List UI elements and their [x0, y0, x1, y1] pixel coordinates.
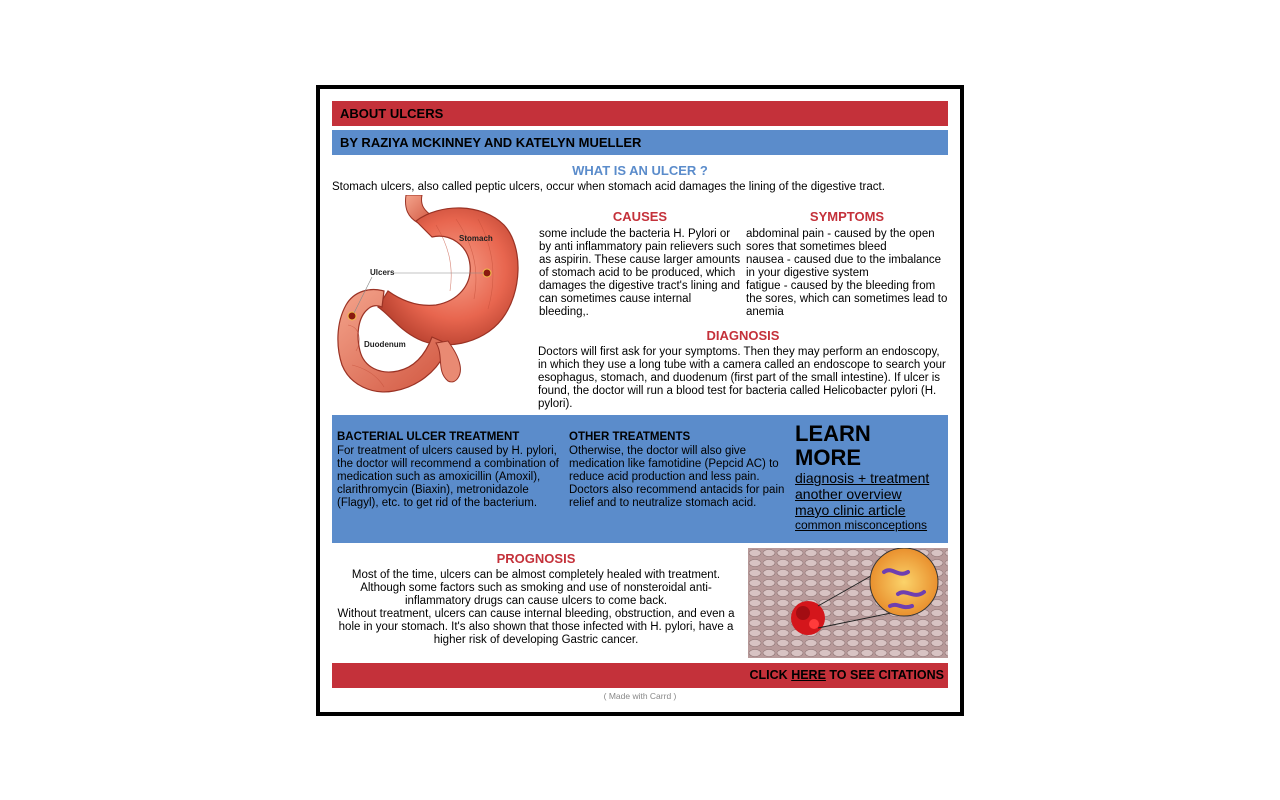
- bacterial-treatment-section: [337, 431, 565, 510]
- ulcer-crater: [791, 601, 825, 635]
- what-is-ulcer-text: Stomach ulcers, also called peptic ulcers, occur when stomach acid damages the lining of the digestive tract.: [332, 181, 885, 193]
- what-is-ulcer-heading: WHAT IS AN ULCER ?: [572, 163, 708, 178]
- h-pylori-ulcer-illustration: [748, 548, 948, 658]
- symptom-item: fatigue - caused by the bleeding from the sores, which can sometimes lead to anemia: [746, 280, 948, 318]
- bacterial-treatment-text: For treatment of ulcers caused by H. pylori, the doctor will recommend a combination of medication such as amoxicillin (Amoxil), clarithromycin (Biaxin), metronidazole (Flagyl), etc. to get rid of the bacterium.: [337, 445, 559, 509]
- citations-prefix: CLICK: [749, 668, 792, 682]
- prognosis-text: [332, 569, 740, 647]
- prognosis-heading: PROGNOSIS: [496, 551, 576, 566]
- learn-more-section: [795, 422, 945, 533]
- duodenum-label: Duodenum: [364, 340, 406, 349]
- citations-bar: [332, 663, 948, 688]
- treatment-panel: [332, 415, 948, 543]
- ulcers-label: Ulcers: [370, 268, 395, 277]
- causes-text: some include the bacteria H. Pylori or by anti inflammatory pain relievers such as aspirin. These cause larger amounts of stomach acid to be produced, which damages the digestive tract's lining and can sometimes cause internal bleeding,.: [539, 228, 741, 318]
- ulcer-spot-stomach: [483, 269, 491, 277]
- other-treatments-section: [569, 431, 791, 510]
- causes-heading: CAUSES: [612, 209, 668, 224]
- causes-section: [539, 209, 741, 319]
- symptom-item: abdominal pain - caused by the open sores that sometimes bleed: [746, 228, 935, 253]
- diagnosis-treatment-link[interactable]: diagnosis + treatment: [795, 470, 930, 486]
- prognosis-paragraph: Most of the time, ulcers can be almost completely healed with treatment. Although some factors such as smoking and use of nonsteroidal anti-inflammatory drugs can cause ulcers to come back.: [351, 569, 721, 607]
- authors-byline: BY RAZIYA MCKINNEY AND KATELYN MUELLER: [332, 130, 948, 155]
- made-with-carrd-credit[interactable]: ( Made with Carrd ): [603, 691, 677, 701]
- diagnosis-text: Doctors will first ask for your symptoms. Then they may perform an endoscopy, in which they use a long tube with a camera called an endoscope to search your esophagus, stomach, and duodenum (first part of the small intestine). If ulcer is found, the doctor will run a blood test for bacteria called Helicobacter pylori (H. pylori).: [538, 346, 946, 410]
- page-title: ABOUT ULCERS: [332, 101, 948, 126]
- other-treatments-heading: OTHER TREATMENTS: [569, 431, 691, 443]
- symptoms-section: [746, 209, 948, 319]
- stomach-illustration: [332, 195, 522, 399]
- prognosis-paragraph: Without treatment, ulcers can cause internal bleeding, obstruction, and even a hole in your stomach. It's also shown that those infected with H. pylori, have a higher risk of developing Gastric cancer.: [337, 608, 735, 646]
- bacterial-treatment-heading: BACTERIAL ULCER TREATMENT: [337, 431, 520, 443]
- citations-link[interactable]: HERE: [791, 668, 826, 682]
- learn-more-heading-line1: LEARN: [795, 421, 871, 446]
- ulcer-spot-duodenum: [348, 312, 356, 320]
- page-card: [316, 85, 964, 716]
- common-misconceptions-link[interactable]: common misconceptions: [795, 518, 928, 532]
- stomach-label: Stomach: [459, 234, 493, 243]
- symptoms-heading: SYMPTOMS: [809, 209, 885, 224]
- another-overview-link[interactable]: another overview: [795, 486, 902, 502]
- learn-more-heading-line2: MORE: [795, 445, 861, 470]
- citations-suffix: TO SEE CITATIONS: [825, 668, 944, 682]
- learn-more-heading: [795, 422, 945, 470]
- stomach-body-shape: [378, 208, 518, 345]
- other-treatments-text: Otherwise, the doctor will also give medication like famotidine (Pepcid AC) to reduce acid production and less pain. Doctors also recommend antacids for pain relief and to neutralize stomach acid.: [569, 445, 785, 509]
- diagnosis-heading: DIAGNOSIS: [706, 328, 780, 343]
- mayo-clinic-link[interactable]: mayo clinic article: [795, 502, 906, 518]
- symptom-item: nausea - caused due to the imbalance in your digestive system: [746, 254, 941, 279]
